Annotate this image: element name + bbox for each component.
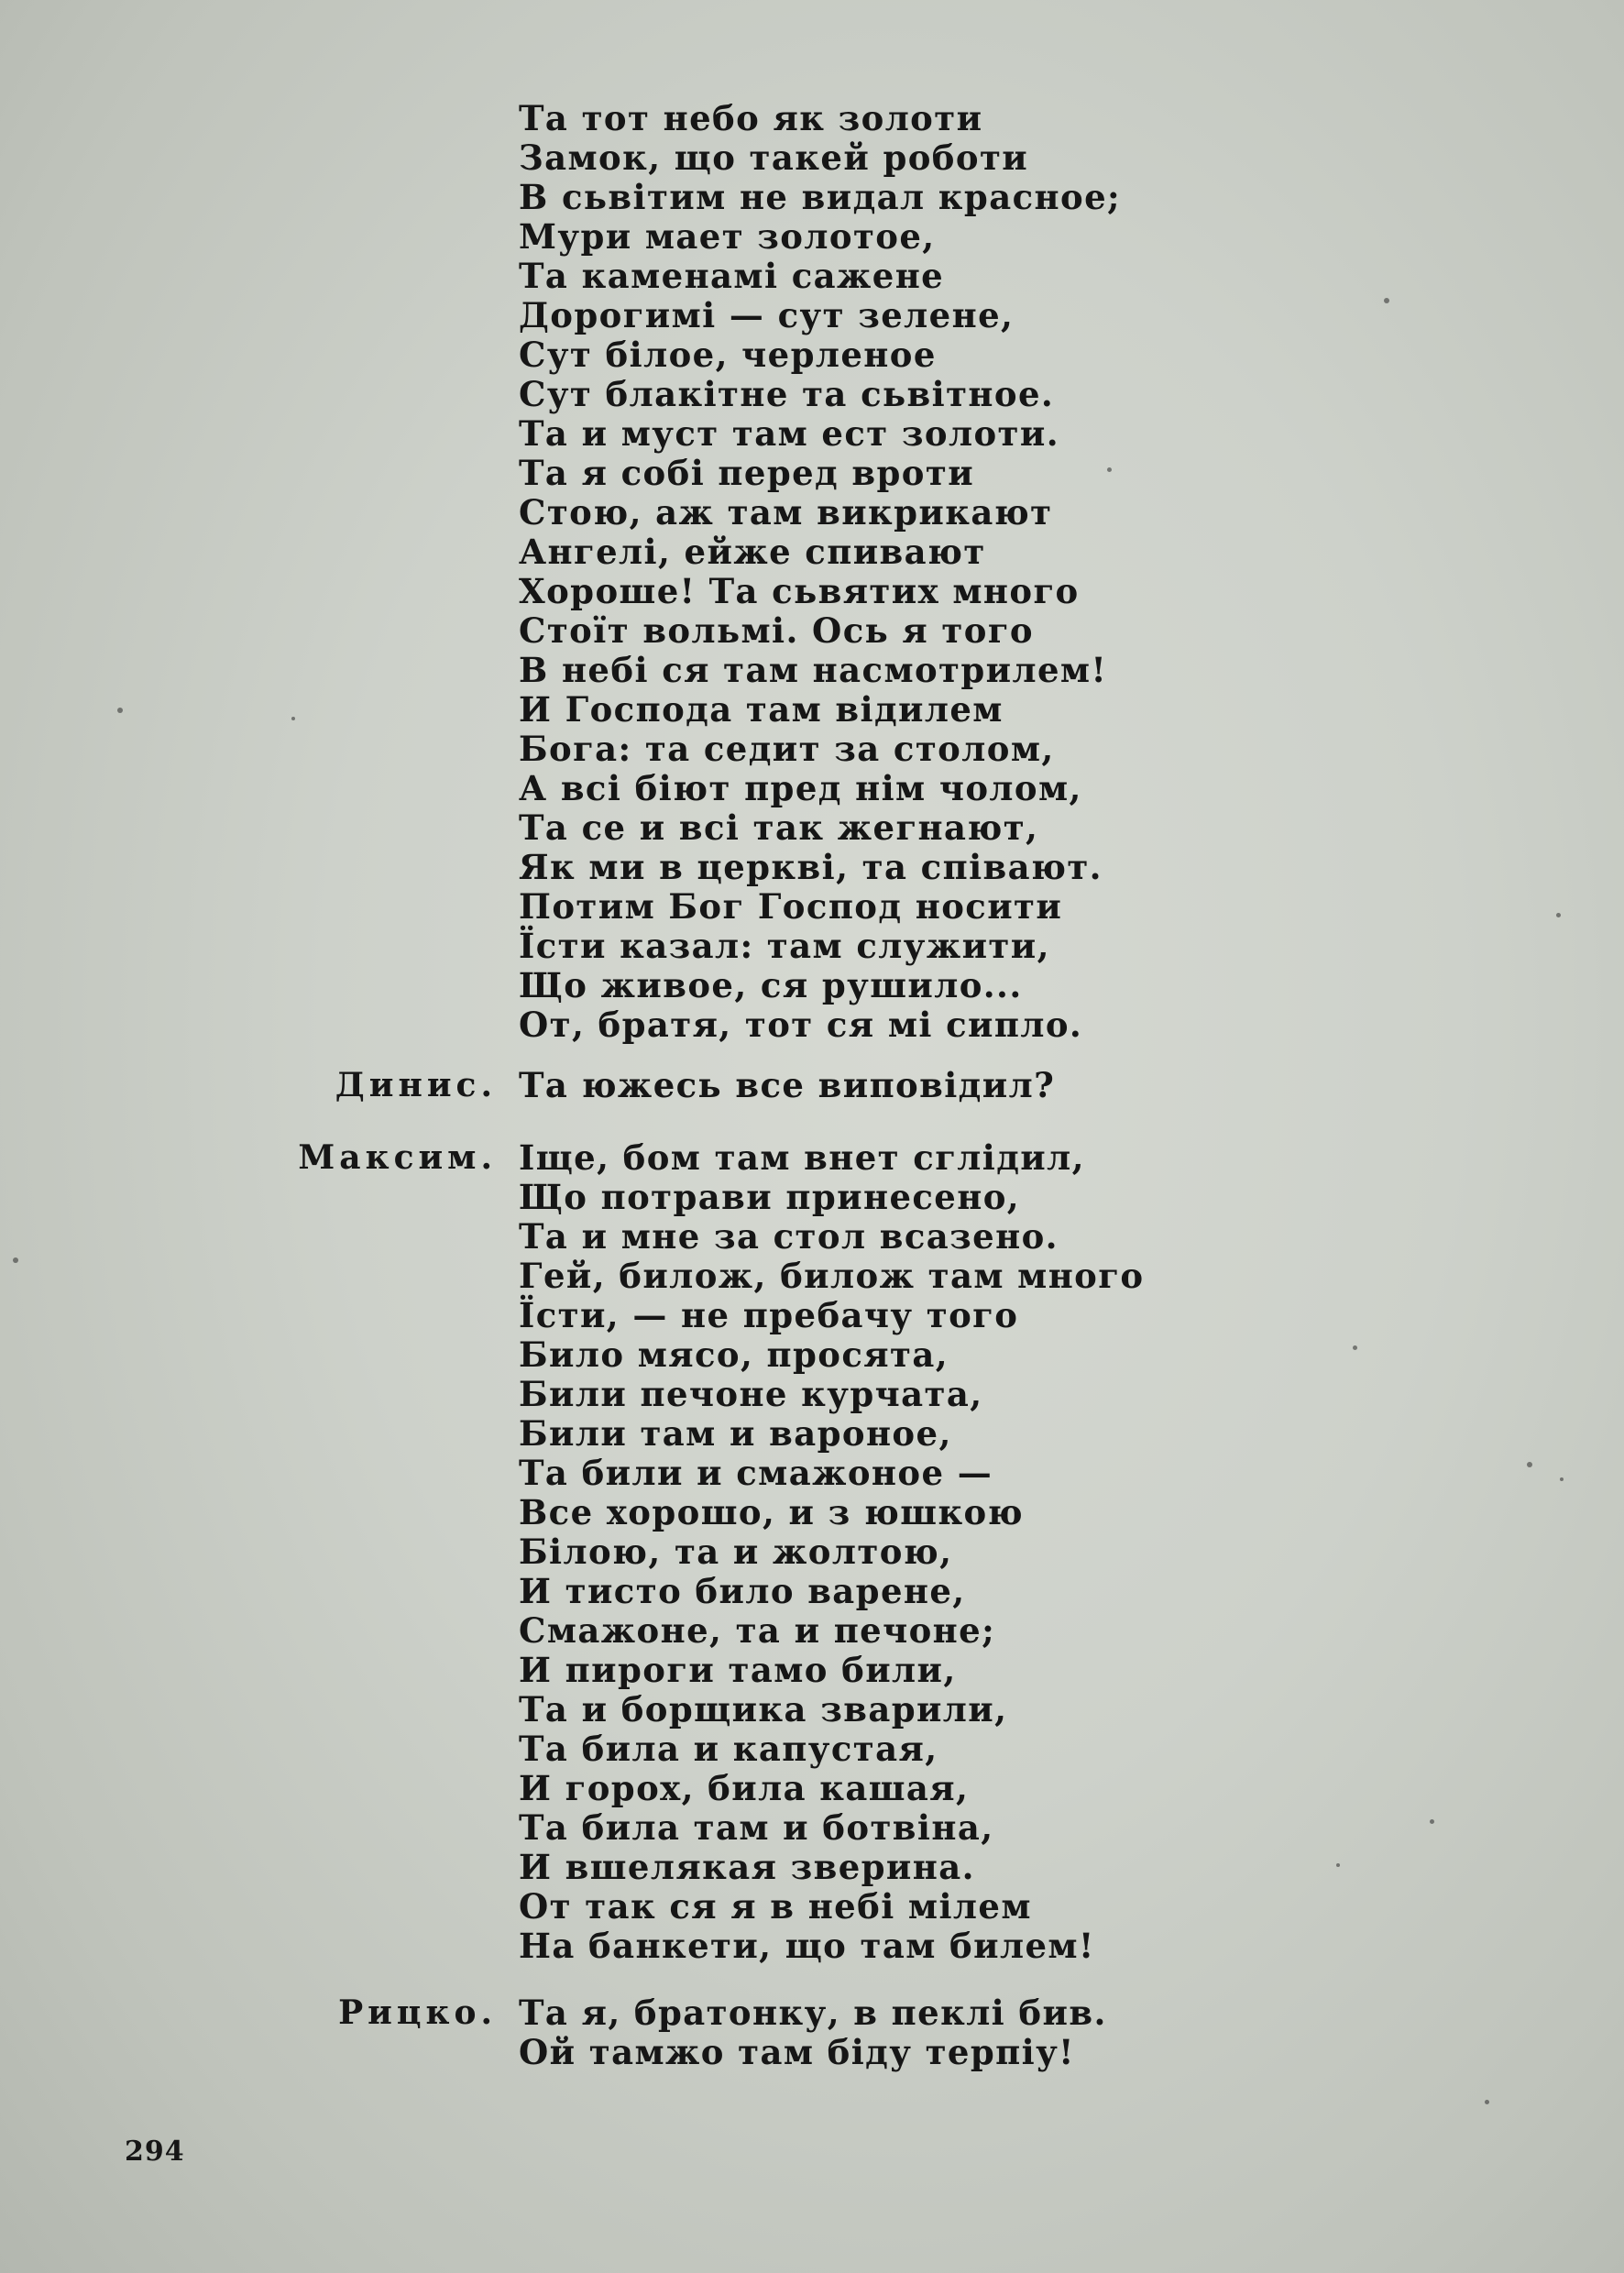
verse-line: Били там и вароное, <box>519 1413 952 1454</box>
verse-line: Хороше! Та сьвятих много <box>519 571 1080 611</box>
verse-line: Що живое, ся рушило... <box>519 965 1023 1005</box>
paper-speck <box>1336 1863 1340 1867</box>
verse-line: Бога: та седит за столом, <box>519 729 1055 769</box>
page-number: 294 <box>125 2136 185 2168</box>
paper-speck <box>291 717 295 720</box>
verse-line: Та била и капустая, <box>519 1729 938 1769</box>
verse-line: Та и мне за стол всазено. <box>519 1216 1059 1257</box>
paper-speck <box>1384 298 1389 303</box>
verse-line: Мури мает золотое, <box>519 216 936 257</box>
verse-line: От, братя, тот ся мі сипло. <box>519 1005 1083 1045</box>
paper-speck <box>117 708 123 713</box>
verse-line: Замок, що такей роботи <box>519 137 1029 178</box>
verse-line: Та и борщика зварили, <box>519 1689 1008 1729</box>
speaker-label: Максим. <box>298 1138 497 1177</box>
paper-speck <box>1527 1462 1532 1467</box>
verse-line: И горох, била кашая, <box>519 1768 970 1808</box>
verse-line: Все хорошо, и з юшкою <box>519 1492 1024 1532</box>
paper-speck <box>1430 1819 1434 1824</box>
verse-line: А всі біют пред нім чолом, <box>519 768 1082 808</box>
verse-line: И пироги тамо били, <box>519 1650 957 1690</box>
verse-line: Їсти, — не пребачу того <box>519 1295 1019 1335</box>
verse-line: Сут білое, черленое <box>519 335 937 375</box>
verse-line: И вшелякая зверина. <box>519 1847 975 1887</box>
verse-line: Що потрави принесено, <box>519 1177 1021 1217</box>
verse-line: Та били и смажоное — <box>519 1453 993 1493</box>
verse-line: Смажоне, та и печоне; <box>519 1610 996 1651</box>
verse-line: Потим Бог Господ носити <box>519 886 1063 927</box>
paper-speck <box>1353 1345 1357 1350</box>
verse-line: Били печоне курчата, <box>519 1374 983 1414</box>
verse-line: Білою, та и жолтою, <box>519 1532 953 1572</box>
verse-line: В небі ся там насмотрилем! <box>519 650 1108 690</box>
verse-line: Їсти казал: там служити, <box>519 926 1050 966</box>
verse-line: Стою, аж там викрикают <box>519 492 1053 533</box>
verse-line: Било мясо, просята, <box>519 1334 949 1375</box>
verse-line: Та се и всі так жегнают, <box>519 807 1039 848</box>
verse-line: От так ся я в небі мілем <box>519 1886 1032 1927</box>
verse-line: И Господа там відилем <box>519 689 1004 730</box>
speaker-label: Динис. <box>335 1066 497 1104</box>
paper-speck <box>1556 913 1561 917</box>
verse-line: И тисто било варене, <box>519 1571 966 1611</box>
verse-line: Та я собі перед вроти <box>519 453 975 493</box>
verse-line: Ангелі, ейже спивают <box>519 532 986 572</box>
paper-speck <box>1485 2100 1489 2104</box>
verse-line: На банкети, що там билем! <box>519 1926 1095 1966</box>
verse-line: Ой тамжо там біду терпіу! <box>519 2032 1075 2072</box>
verse-line: Та каменамі сажене <box>519 256 945 296</box>
verse-line: Іще, бом там внет сглідил, <box>519 1137 1085 1178</box>
verse-line: Стоїт вольмі. Ось я того <box>519 610 1034 651</box>
verse-line: В сьвітим не видал красное; <box>519 177 1122 217</box>
paper-speck <box>13 1257 18 1263</box>
verse-line: Та тот небо як золоти <box>519 98 983 138</box>
paper-speck <box>1560 1477 1564 1481</box>
speaker-label: Рицко. <box>338 1993 497 2032</box>
verse-line: Дорогимі — сут зелене, <box>519 295 1015 335</box>
verse-line: Гей, билож, билож там много <box>519 1256 1145 1296</box>
paper-speck <box>1107 467 1112 472</box>
verse-line: Сут блакітне та сьвітное. <box>519 374 1055 414</box>
verse-line: Як ми в церкві, та співают. <box>519 847 1103 887</box>
verse-line: Та южесь все виповідил? <box>519 1065 1056 1105</box>
verse-line: Та я, братонку, в пеклі бив. <box>519 1993 1107 2033</box>
verse-line: Та била там и ботвіна, <box>519 1807 994 1848</box>
verse-line: Та и муст там ест золоти. <box>519 413 1059 454</box>
